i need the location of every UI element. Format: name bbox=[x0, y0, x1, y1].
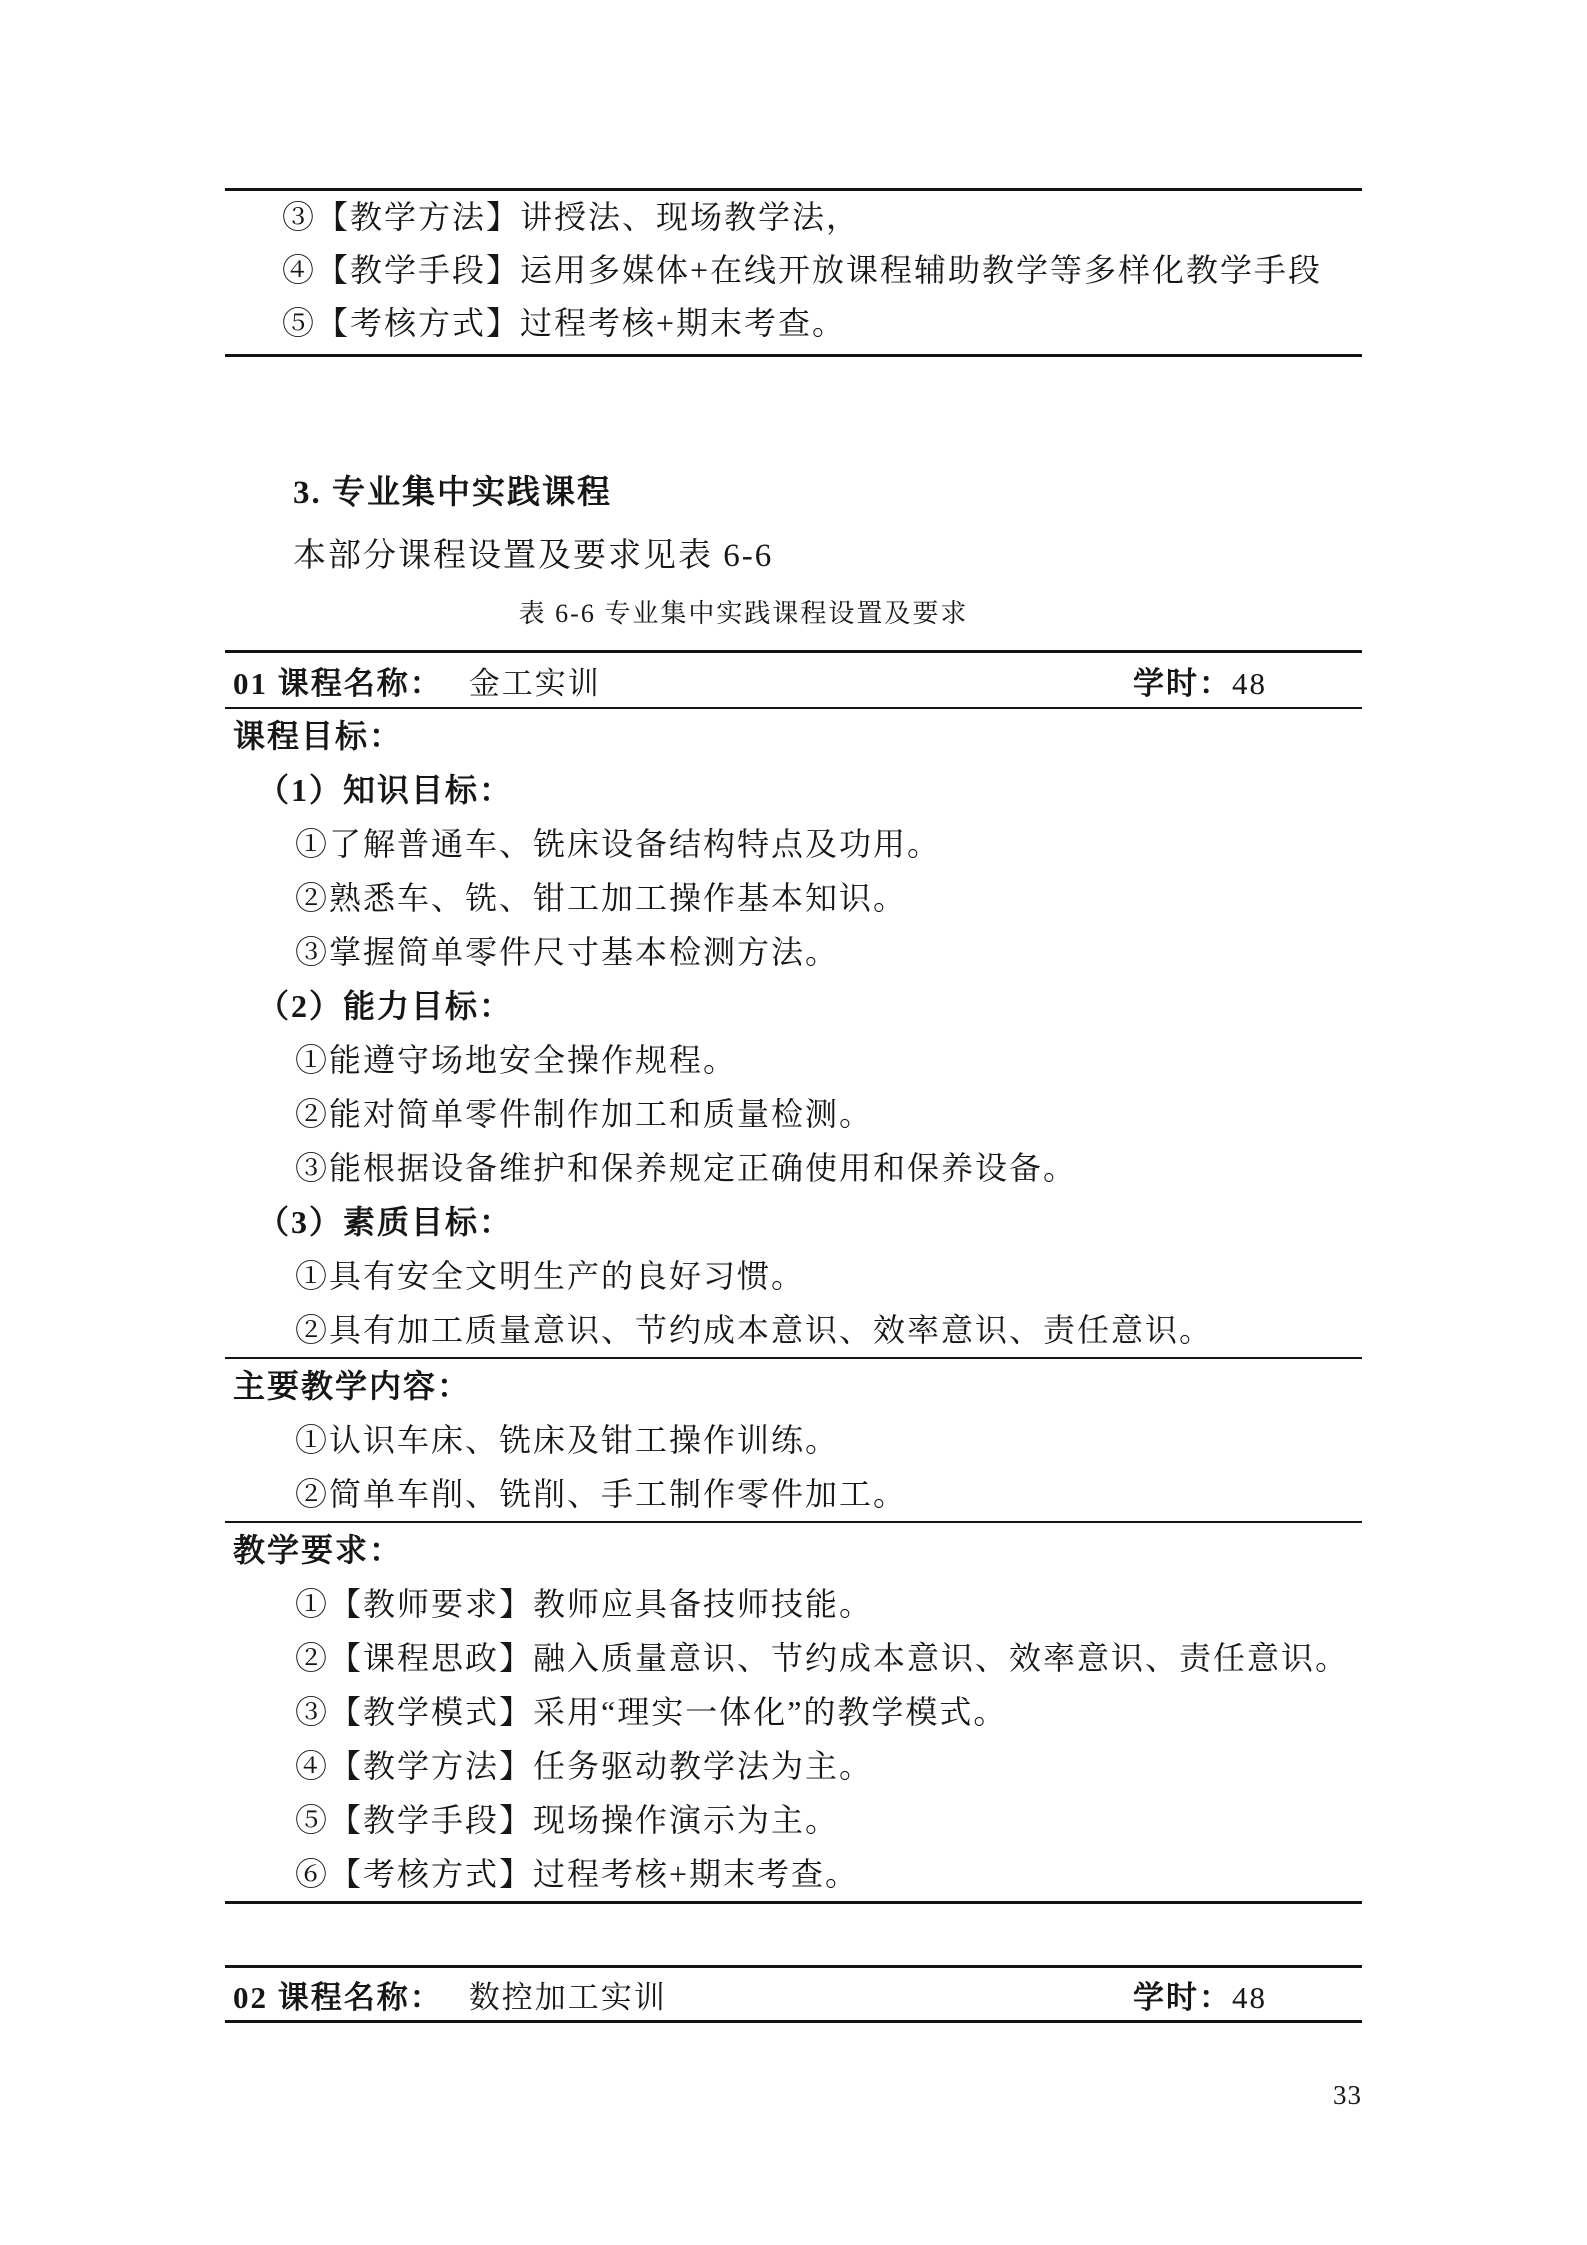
knowledge-heading: （1）知识目标： bbox=[257, 772, 514, 808]
course01-title bbox=[233, 658, 601, 703]
course01-body bbox=[225, 709, 1362, 1901]
continued-table-bottom-rule bbox=[225, 354, 1362, 357]
list-item: ⑤【考核方式】过程考核+期末考查。 bbox=[282, 305, 847, 341]
list-item: ⑥【考核方式】过程考核+期末考查。 bbox=[295, 1856, 860, 1892]
list-item: ②简单车削、铣削、手工制作零件加工。 bbox=[295, 1476, 908, 1512]
course-no-label: 02 课程名称： bbox=[233, 1979, 443, 2015]
course02-hours bbox=[1133, 1972, 1267, 2017]
course01-header-row bbox=[225, 653, 1362, 707]
list-item: ②【课程思政】融入质量意识、节约成本意识、效率意识、责任意识。 bbox=[295, 1640, 1350, 1676]
list-item: ③【教学方法】讲授法、现场教学法， bbox=[282, 199, 861, 235]
objectives-heading: 课程目标： bbox=[233, 718, 404, 754]
continued-table-body bbox=[225, 191, 1362, 350]
course02-header-row bbox=[225, 1968, 1362, 2020]
list-item: ④【教学手段】运用多媒体+在线开放课程辅助教学等多样化教学手段 bbox=[282, 252, 1323, 288]
ability-heading: （2）能力目标： bbox=[257, 988, 514, 1024]
list-item: ③掌握简单零件尺寸基本检测方法。 bbox=[295, 934, 840, 970]
list-item: ③能根据设备维护和保养规定正确使用和保养设备。 bbox=[295, 1150, 1078, 1186]
page-number: 33 bbox=[1333, 2080, 1362, 2110]
list-item: ⑤【教学手段】现场操作演示为主。 bbox=[295, 1802, 840, 1838]
course02-title bbox=[233, 1972, 667, 2017]
section-heading: 3. 专业集中实践课程 bbox=[293, 475, 612, 511]
course-no-label: 01 课程名称： bbox=[233, 665, 443, 701]
list-item: ①了解普通车、铣床设备结构特点及功用。 bbox=[295, 826, 942, 862]
hours-label: 学时： bbox=[1133, 665, 1232, 701]
course02-header-bottom-rule bbox=[225, 2020, 1362, 2023]
course-name: 数控加工实训 bbox=[468, 1979, 667, 2015]
list-item: ②熟悉车、铣、钳工加工操作基本知识。 bbox=[295, 880, 908, 916]
list-item: ①认识车床、铣床及钳工操作训练。 bbox=[295, 1422, 840, 1458]
requirements-heading: 教学要求： bbox=[233, 1532, 404, 1568]
list-item: ④【教学方法】任务驱动教学法为主。 bbox=[295, 1748, 874, 1784]
hours-value: 48 bbox=[1232, 665, 1267, 701]
hours-value: 48 bbox=[1232, 1979, 1267, 2015]
table-caption: 表 6-6 专业集中实践课程设置及要求 bbox=[518, 599, 969, 628]
list-item: ①具有安全文明生产的良好习惯。 bbox=[295, 1258, 806, 1294]
course-name: 金工实训 bbox=[468, 665, 601, 701]
course01-hours bbox=[1133, 658, 1267, 703]
quality-heading: （3）素质目标： bbox=[257, 1204, 514, 1240]
list-item: ①能遵守场地安全操作规程。 bbox=[295, 1042, 738, 1078]
course01-table-bottom-rule bbox=[225, 1901, 1362, 1904]
list-item: ①【教师要求】教师应具备技师技能。 bbox=[295, 1586, 874, 1622]
list-item: ③【教学模式】采用“理实一体化”的教学模式。 bbox=[295, 1694, 1008, 1730]
list-item: ②能对简单零件制作加工和质量检测。 bbox=[295, 1096, 874, 1132]
content-heading: 主要教学内容： bbox=[233, 1368, 472, 1404]
hours-label: 学时： bbox=[1133, 1979, 1232, 2015]
list-item: ②具有加工质量意识、节约成本意识、效率意识、责任意识。 bbox=[295, 1312, 1214, 1348]
page-content bbox=[225, 0, 1362, 2023]
section-intro: 本部分课程设置及要求见表 6-6 bbox=[293, 538, 774, 574]
